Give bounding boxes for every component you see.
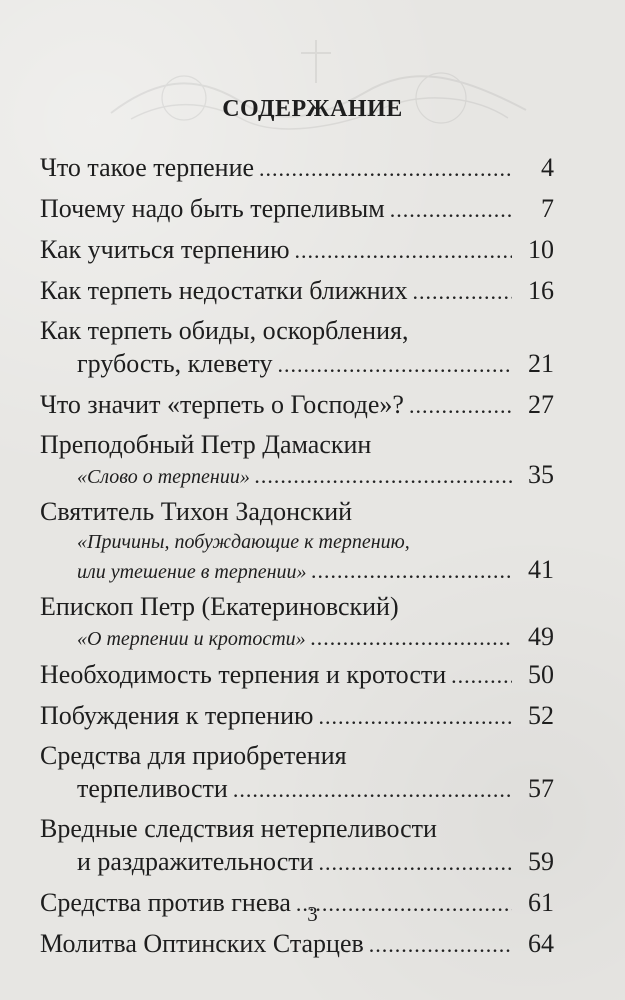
toc-entry <box>40 388 554 422</box>
toc-page-number: 59 <box>528 847 554 876</box>
table-of-contents <box>40 151 554 968</box>
toc-page-number: 21 <box>528 349 554 378</box>
dot-leader <box>277 348 512 382</box>
toc-entry-title: Побуждения к терпению <box>40 701 314 730</box>
dot-leader <box>311 624 512 652</box>
toc-line <box>40 772 554 806</box>
toc-entry-title: «О терпении и кротости» <box>77 628 306 650</box>
dot-leader <box>312 557 513 585</box>
dot-leader <box>259 152 512 186</box>
toc-entry-title: Что такое терпение <box>40 153 255 182</box>
toc-entry <box>40 699 554 733</box>
toc-page-number: 52 <box>528 701 554 730</box>
toc-line <box>40 813 554 845</box>
toc-entry-title: Необходимость терпения и кротости <box>40 660 447 689</box>
toc-entry <box>40 315 554 381</box>
toc-entry <box>40 813 554 879</box>
toc-line <box>40 658 554 692</box>
toc-entry-author: Преподобный Петр Дамаскин <box>40 430 372 459</box>
toc-entry <box>40 192 554 226</box>
toc-page-number: 61 <box>528 888 554 917</box>
dot-leader <box>369 928 512 962</box>
toc-page-number: 49 <box>528 622 554 651</box>
toc-entry <box>40 591 554 651</box>
toc-entry-title-continued: или утешение в терпении» <box>77 561 307 583</box>
toc-entry <box>40 429 554 489</box>
toc-line <box>40 845 554 879</box>
toc-line <box>40 740 554 772</box>
toc-page-number: 27 <box>528 390 554 419</box>
toc-entry <box>40 496 554 584</box>
toc-line <box>40 591 554 623</box>
toc-line <box>40 315 554 347</box>
toc-entry-title-continued: грубость, клевету <box>77 349 273 378</box>
toc-line <box>40 233 554 267</box>
toc-line <box>40 496 554 528</box>
toc-entry <box>40 151 554 185</box>
toc-line <box>40 623 554 651</box>
toc-entry-title: Почему надо быть терпеливым <box>40 194 385 223</box>
toc-page-number: 7 <box>541 194 554 223</box>
toc-entry-title: Что значит «терпеть о Господе»? <box>40 390 404 419</box>
toc-page-number: 41 <box>528 555 554 584</box>
toc-entry-title: Как терпеть обиды, оскорбления, <box>40 316 409 345</box>
dot-leader <box>295 234 513 268</box>
toc-line <box>40 927 554 961</box>
toc-page-number: 57 <box>528 774 554 803</box>
toc-entry <box>40 927 554 961</box>
toc-page-number: 50 <box>528 660 554 689</box>
page-title: СОДЕРЖАНИЕ <box>222 96 403 122</box>
dot-leader <box>413 275 513 309</box>
dot-leader <box>318 700 512 734</box>
dot-leader <box>255 462 512 490</box>
toc-page-number: 10 <box>528 235 554 264</box>
toc-line <box>40 347 554 381</box>
folio-page-number: 3 <box>307 902 318 926</box>
dot-leader <box>390 193 512 227</box>
toc-entry-author: Епископ Петр (Екатериновский) <box>40 592 399 621</box>
toc-page-number: 16 <box>528 276 554 305</box>
dot-leader <box>319 846 512 880</box>
toc-entry <box>40 274 554 308</box>
toc-entry-author: Святитель Тихон Задонский <box>40 497 353 526</box>
toc-entry-title: «Слово о терпении» <box>77 466 250 488</box>
toc-line <box>40 151 554 185</box>
toc-entry-title: Как учиться терпению <box>40 235 290 264</box>
toc-line <box>40 274 554 308</box>
dot-leader <box>233 773 512 807</box>
toc-entry-title: Как терпеть недостатки ближних <box>40 276 408 305</box>
toc-line <box>40 429 554 461</box>
toc-page-number: 35 <box>528 460 554 489</box>
toc-entry-title: Вредные следствия нетерпеливости <box>40 814 437 843</box>
toc-line <box>40 388 554 422</box>
toc-entry-title: «Причины, побуждающие к терпению, <box>77 531 410 553</box>
toc-entry-title: Средства против гнева <box>40 888 291 917</box>
dot-leader <box>409 389 512 423</box>
toc-line <box>40 528 554 556</box>
toc-page-number: 4 <box>541 153 554 182</box>
toc-line <box>40 699 554 733</box>
dot-leader <box>451 659 512 693</box>
toc-entry-title-continued: терпеливости <box>77 774 228 803</box>
toc-entry <box>40 658 554 692</box>
toc-entry-title: Средства для приобретения <box>40 741 347 770</box>
toc-entry-title: Молитва Оптинских Старцев <box>40 929 364 958</box>
toc-entry <box>40 233 554 267</box>
toc-entry-title-continued: и раздражительности <box>77 847 314 876</box>
toc-line <box>40 461 554 489</box>
toc-page-number: 64 <box>528 929 554 958</box>
toc-entry <box>40 740 554 806</box>
toc-line <box>40 192 554 226</box>
toc-line <box>40 556 554 584</box>
